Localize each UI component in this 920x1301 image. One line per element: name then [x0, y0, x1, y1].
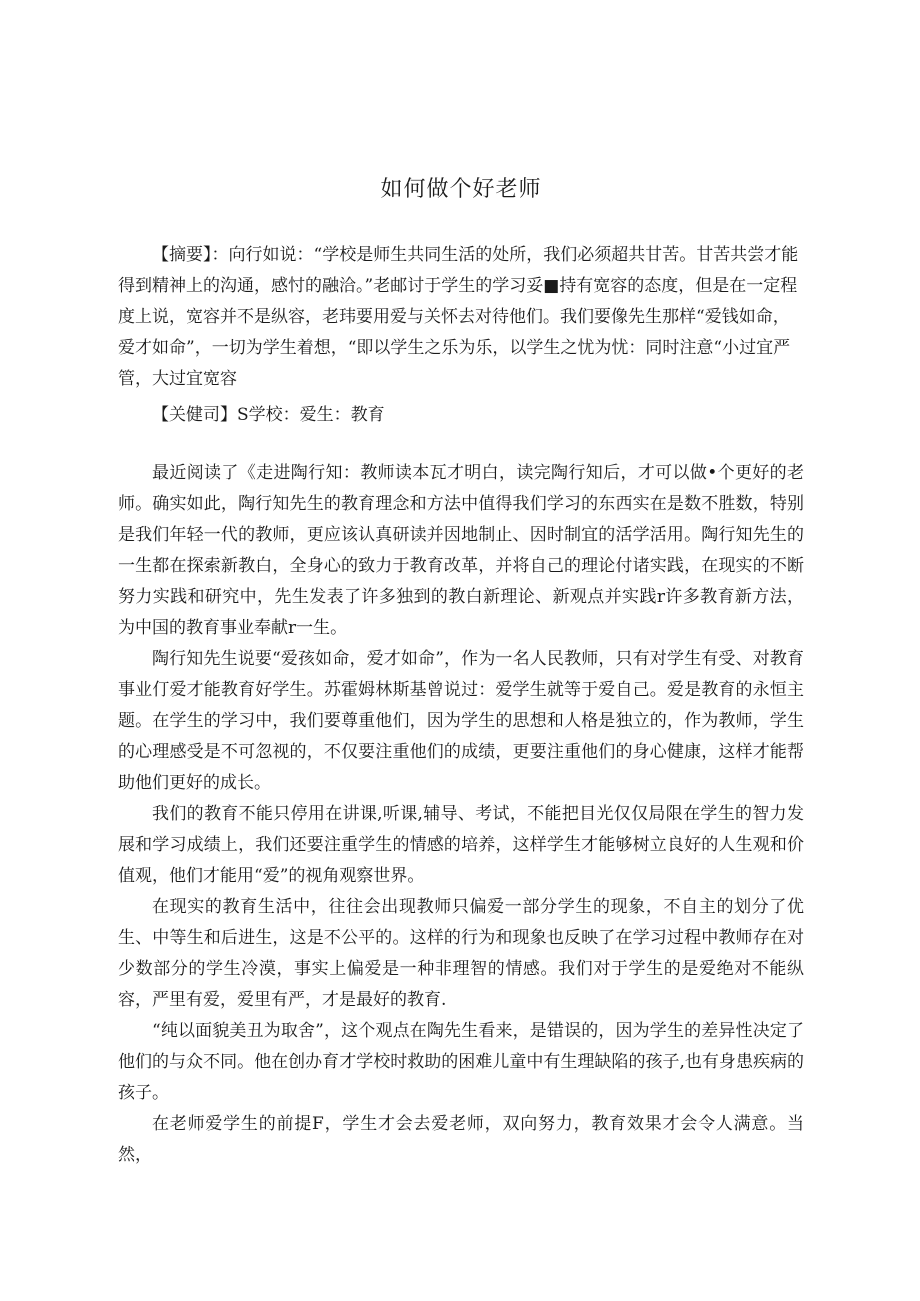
paragraph: 在老师爱学生的前提F，学生才会去爱老师，双向努力，教育效果才会令人满意。当然，: [118, 1114, 804, 1165]
paragraph: 在现实的教育生活中，往往会出现教师只偏爱一部分学生的现象，不自主的划分了优生、中等生和后进生，这是不公平的。这样的行为和现象也反映了在学习过程中教师存在对少数部分的学生冷漠，事实上偏爱是一种非理智的情感。我们对于学生的是爱绝对不能纵容，严里有爱，爱里有严，才是最好的教育.: [118, 897, 804, 1010]
paragraph: 最近阅读了《走进陶行知：教师读本瓦才明白，读完陶行知后，才可以做•个更好的老师。确实如此，陶行知先生的教育理念和方法中值得我们学习的东西实在是数不胜数，特别是我们年轻一代的教师，更应该认真研读并因地制止、因时制宜的活学活用。陶行知先生的一生都在探索新教白，全身心的致力于教育改革，并将自己的理论付诸实践，在现实的不断努力实践和研究中，先生发表了许多独到的教白新理论、新观点并实践r许多教育新方法，为中国的教育事业奉献r一生。: [118, 463, 804, 638]
paragraph: 我们的教育不能只停用在讲课,听课,辅导、考试，不能把目光仅仅局限在学生的智力发展和学习成绩上，我们还要注重学生的情感的培养，这样学生才能够树立良好的人生观和价值观，他们才能用“爱”的视角观察世界。: [118, 804, 804, 886]
paragraph: “纯以面貌美丑为取舍”，这个观点在陶先生看来，是错误的，因为学生的差异性决定了他们的与众不同。他在创办育才学校时救助的困难儿童中有生理缺陷的孩子,也有身患疾病的孩子。: [118, 1021, 804, 1103]
paragraph: 陶行知先生说要“爱孩如命，爱才如命”，作为一名人民教师，只有对学生有受、对教育事业仃爱才能教育好学生。苏霍姆林斯基曾说过：爱学生就等于爱自己。爱是教育的永恒主题。在学生的学习中，我们要尊重他们，因为学生的思想和人格是独立的，作为教师，学生的心理感受是不可忽视的，不仅要注重他们的成绩，更要注重他们的身心健康，这样才能帮助他们更好的成长。: [118, 649, 804, 793]
body-text: [118, 458, 804, 1171]
keywords: 【关健司】S学校：爱生：教育: [152, 405, 385, 425]
document-title: 如何做个好老师: [380, 177, 542, 202]
abstract: 【摘要】：向行如说：“学校是师生共同生活的处所，我们必须超共甘苦。甘苦共尝才能得到精神上的沟通，感忖的融洽。”老邮讨于学生的学习妥■持有宽容的态度，但是在一定程度上说，宽容并不是纵容，老玮要用爱与关怀去对待他们。我们要像先生那样“爱钱如命，爱才如命”，一切为学生着想，“即以学生之乐为乐，以学生之忧为忧：同时注意“小过宜严管，大过宜宽容: [118, 245, 799, 389]
